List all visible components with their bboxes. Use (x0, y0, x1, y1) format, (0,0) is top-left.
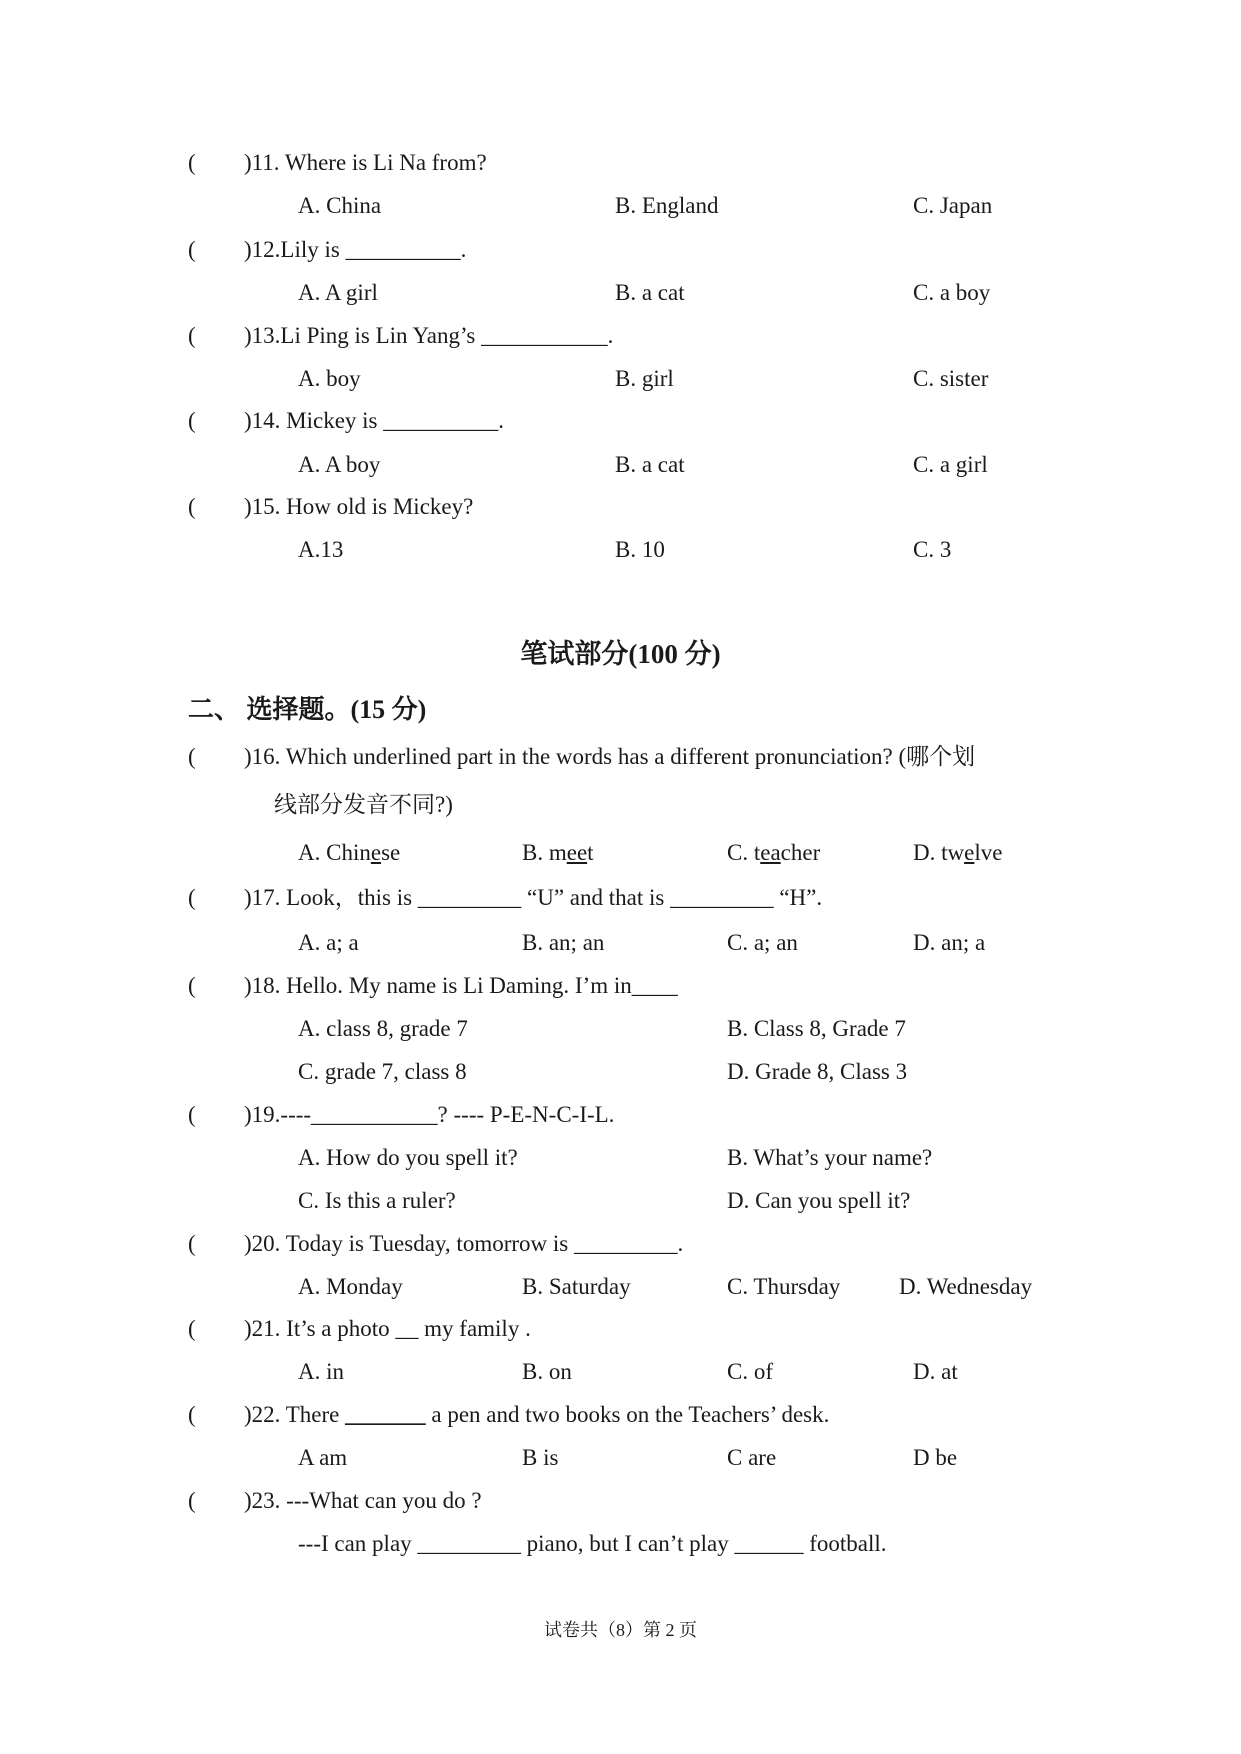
question-text: )14. Mickey is __________. (244, 408, 505, 433)
option-a: A.13 (298, 537, 344, 562)
option-c: C. a; an (727, 930, 798, 955)
question-text: )13.Li Ping is Lin Yang’s ___________. (244, 323, 614, 348)
option-b: B. on (522, 1359, 572, 1384)
option-a: A. boy (298, 366, 361, 391)
answer-bracket: ( (188, 150, 196, 175)
option-a: A. Chinese (298, 840, 401, 865)
option-d: D. Can you spell it? (727, 1188, 911, 1213)
option-c: C. Is this a ruler? (298, 1188, 456, 1213)
underlined-letters: e (964, 840, 975, 865)
answer-blank: _______ (345, 1402, 426, 1427)
answer-bracket: ( (188, 1231, 196, 1256)
answer-bracket: ( (188, 1316, 196, 1341)
option-a: A. Monday (298, 1274, 403, 1299)
question-text: 线部分发音不同?) (274, 792, 453, 817)
answer-bracket: ( (188, 1102, 196, 1127)
answer-bracket: ( (188, 885, 196, 910)
question-text: )23. ---What can you do ? (244, 1488, 482, 1513)
option-a: A. China (298, 193, 382, 218)
question-text: )20. Today is Tuesday, tomorrow is _________. (244, 1231, 684, 1256)
option-d: D. at (913, 1359, 958, 1384)
option-c: C. teacher (727, 840, 821, 865)
option-b: B. girl (615, 366, 674, 391)
answer-bracket: ( (188, 237, 196, 262)
option-d: D be (913, 1445, 958, 1470)
option-a: A. How do you spell it? (298, 1145, 518, 1170)
question-text: )22. There _______ a pen and two books on the Teachers’ desk. (244, 1402, 830, 1427)
underlined-letters: ea (760, 840, 781, 865)
question-text: ---I can play _________ piano, but I can’t play ______ football. (298, 1531, 887, 1556)
option-c: C are (727, 1445, 777, 1470)
option-b: B. England (615, 193, 719, 218)
answer-bracket: ( (188, 973, 196, 998)
section-title: 笔试部分(100 分) (520, 639, 721, 669)
question-text: )15. How old is Mickey? (244, 494, 474, 519)
question-text: )21. It’s a photo __ my family . (244, 1316, 531, 1341)
option-c: C. a girl (913, 452, 988, 477)
question-text: )19.----___________? ---- P-E-N-C-I-L. (244, 1102, 615, 1127)
option-c: C. Japan (913, 193, 993, 218)
answer-bracket: ( (188, 494, 196, 519)
option-c: C. a boy (913, 280, 991, 305)
question-text: )18. Hello. My name is Li Daming. I’m in____ (244, 973, 678, 998)
question-text: )12.Lily is __________. (244, 237, 467, 262)
option-a: A. a; a (298, 930, 359, 955)
option-b: B is (522, 1445, 559, 1470)
option-b: B. a cat (615, 280, 685, 305)
option-d: D. an; a (913, 930, 986, 955)
option-b: B. meet (522, 840, 594, 865)
option-b: B. Class 8, Grade 7 (727, 1016, 906, 1041)
option-a: A am (298, 1445, 348, 1470)
option-c: C. of (727, 1359, 773, 1384)
question-text: )16. Which underlined part in the words has a different pronunciation? (哪个划 (244, 744, 976, 769)
option-c: C. Thursday (727, 1274, 841, 1299)
underlined-letters: ee (566, 840, 588, 865)
option-a: A. class 8, grade 7 (298, 1016, 468, 1041)
answer-bracket: ( (188, 408, 196, 433)
question-text: )17. Look，this is _________ “U” and that is _________ “H”. (244, 885, 823, 910)
underlined-letters: e (370, 840, 382, 865)
answer-bracket: ( (188, 744, 196, 769)
answer-bracket: ( (188, 1488, 196, 1513)
part-title: 二、 选择题。(15 分) (188, 695, 427, 724)
option-d: D. Wednesday (899, 1274, 1033, 1299)
option-b: B. Saturday (522, 1274, 631, 1299)
option-c: C. sister (913, 366, 989, 391)
option-b: B. an; an (522, 930, 605, 955)
option-c: C. grade 7, class 8 (298, 1059, 467, 1084)
option-d: D. twelve (913, 840, 1003, 865)
answer-bracket: ( (188, 1402, 196, 1427)
option-a: A. A boy (298, 452, 381, 477)
option-b: B. 10 (615, 537, 665, 562)
page-footer: 试卷共（8）第 2 页 (544, 1620, 697, 1640)
option-c: C. 3 (913, 537, 952, 562)
option-b: B. What’s your name? (727, 1145, 933, 1170)
option-b: B. a cat (615, 452, 685, 477)
question-text: )11. Where is Li Na from? (244, 150, 487, 175)
option-d: D. Grade 8, Class 3 (727, 1059, 908, 1084)
option-a: A. A girl (298, 280, 378, 305)
answer-bracket: ( (188, 323, 196, 348)
option-a: A. in (298, 1359, 344, 1384)
